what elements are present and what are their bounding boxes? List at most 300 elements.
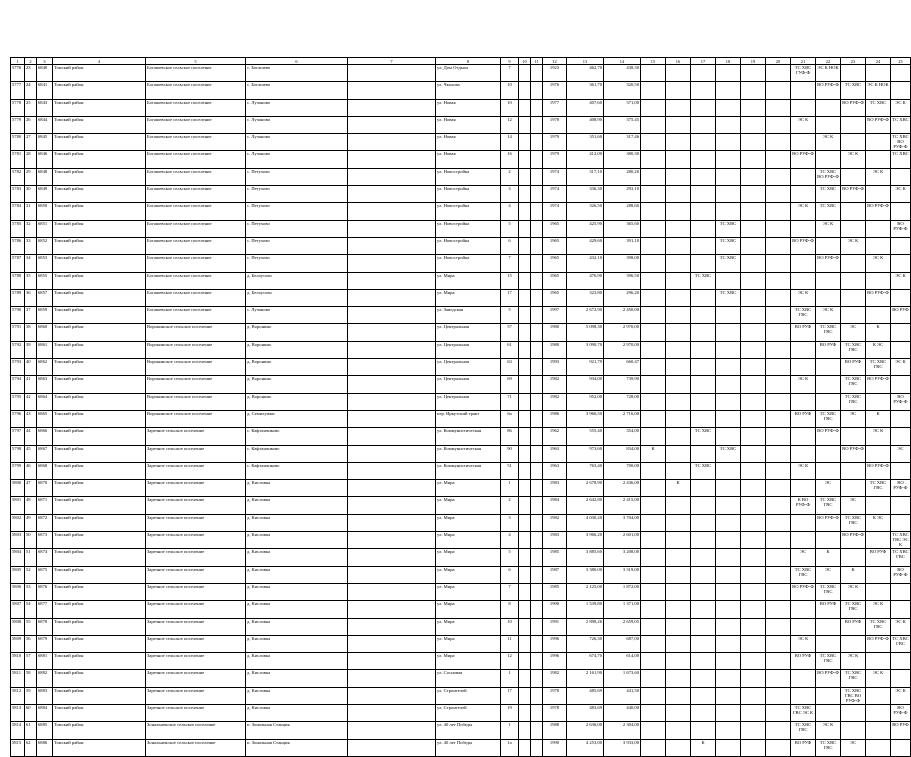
table-cell	[766, 393, 791, 410]
table-cell	[531, 186, 543, 203]
table-cell	[348, 480, 436, 497]
table-cell	[691, 635, 716, 652]
table-cell: 6	[501, 566, 519, 583]
table-cell	[716, 497, 741, 514]
table-cell: 1965	[543, 289, 567, 306]
table-cell: Томский район	[53, 566, 146, 583]
table-cell	[816, 687, 841, 704]
table-cell	[519, 722, 531, 739]
table-cell	[841, 289, 866, 306]
table-row	[11, 704, 911, 721]
table-cell: д. Белоусово	[246, 272, 348, 289]
table-cell: 6859	[37, 307, 53, 324]
table-cell	[841, 462, 866, 479]
table-cell	[348, 687, 436, 704]
table-cell: д. Кисловка	[246, 549, 348, 566]
table-cell: 1974	[543, 168, 567, 185]
table-cell	[791, 82, 816, 99]
table-cell: Томский район	[53, 462, 146, 479]
table-cell: 2 898,26	[567, 618, 604, 635]
table-cell	[531, 272, 543, 289]
table-cell: 6886	[37, 739, 53, 756]
table-cell	[866, 722, 891, 739]
table-cell: ул. Заводская	[436, 307, 501, 324]
table-cell: ВО РУФ-Ф	[891, 566, 911, 583]
table-row	[11, 376, 911, 393]
table-cell: ТС ХВС	[891, 151, 911, 168]
table-cell	[716, 186, 741, 203]
table-cell: ВО РУФ-Ф	[816, 670, 841, 687]
table-cell	[691, 341, 716, 358]
table-cell	[348, 722, 436, 739]
table-cell: 59	[25, 687, 37, 704]
table-row	[11, 237, 911, 254]
table-cell: 2 716,00	[604, 410, 641, 427]
column-number-cell: 12	[543, 58, 567, 65]
table-cell	[791, 532, 816, 549]
column-number-cell: 10	[519, 58, 531, 65]
table-cell: п. Зональная Станция	[246, 739, 348, 756]
table-cell	[641, 653, 666, 670]
table-cell: 6883	[37, 687, 53, 704]
table-cell	[741, 462, 766, 479]
table-cell	[666, 549, 691, 566]
table-cell: ТС ХВС	[891, 116, 911, 133]
table-cell	[766, 514, 791, 531]
table-cell	[741, 583, 766, 600]
table-cell: 2 970,00	[604, 324, 641, 341]
table-cell: Заречное сельское поселение	[146, 532, 246, 549]
table-cell	[891, 739, 911, 756]
table-cell: 700,00	[604, 462, 641, 479]
table-cell	[841, 134, 866, 151]
table-cell	[716, 376, 741, 393]
table-cell	[891, 203, 911, 220]
table-row	[11, 497, 911, 514]
table-row	[11, 739, 911, 756]
table-cell	[766, 618, 791, 635]
table-cell: 6872	[37, 514, 53, 531]
table-cell: 351,60	[567, 134, 604, 151]
table-cell	[519, 653, 531, 670]
table-cell	[816, 272, 841, 289]
table-cell: 1982	[543, 514, 567, 531]
column-number-cell: 15	[641, 58, 666, 65]
table-cell	[891, 237, 911, 254]
column-number-cell: 4	[53, 58, 146, 65]
table-cell: ЭС К	[891, 272, 911, 289]
table-cell	[641, 687, 666, 704]
table-cell	[766, 307, 791, 324]
table-cell: 6850	[37, 203, 53, 220]
table-cell	[891, 428, 911, 445]
table-cell	[766, 445, 791, 462]
table-cell	[766, 99, 791, 116]
table-cell	[348, 359, 436, 376]
table-cell: ЭС К	[816, 307, 841, 324]
table-cell: 61	[25, 722, 37, 739]
table-cell: Томский район	[53, 480, 146, 497]
table-cell	[666, 601, 691, 618]
table-cell	[348, 307, 436, 324]
table-cell	[766, 272, 791, 289]
table-cell	[891, 497, 911, 514]
table-cell: 5815	[11, 739, 25, 756]
table-cell	[691, 445, 716, 462]
table-cell	[519, 255, 531, 272]
table-cell	[348, 670, 436, 687]
table-cell: 5800	[11, 480, 25, 497]
table-cell: 6870	[37, 480, 53, 497]
table-cell: 5810	[11, 653, 25, 670]
table-cell: 1985	[543, 549, 567, 566]
table-cell: Томский район	[53, 116, 146, 133]
table-cell: 5798	[11, 445, 25, 462]
table-cell	[716, 549, 741, 566]
table-cell: 6846	[37, 151, 53, 168]
table-cell: ВО РУФ-Ф	[841, 99, 866, 116]
table-row	[11, 410, 911, 427]
table-cell	[348, 549, 436, 566]
table-cell: ЭС К	[866, 601, 891, 618]
table-cell: 1983	[543, 480, 567, 497]
column-number-cell: 16	[666, 58, 691, 65]
table-row	[11, 272, 911, 289]
table-cell	[841, 704, 866, 721]
column-number-cell: 23	[841, 58, 866, 65]
table-cell	[866, 583, 891, 600]
table-cell	[691, 393, 716, 410]
table-cell	[666, 428, 691, 445]
table-cell: 1997	[543, 307, 567, 324]
table-cell	[641, 255, 666, 272]
table-cell: 5806	[11, 583, 25, 600]
table-cell: 462,70	[567, 65, 604, 82]
table-cell: Томский район	[53, 82, 146, 99]
table-cell: 6860	[37, 324, 53, 341]
table-cell: 25	[25, 99, 37, 116]
table-cell	[866, 65, 891, 82]
table-cell	[741, 82, 766, 99]
table-cell: 55	[25, 618, 37, 635]
table-cell	[531, 722, 543, 739]
column-number-cell: 11	[531, 58, 543, 65]
table-cell	[716, 635, 741, 652]
table-cell: 5	[501, 220, 519, 237]
table-cell	[519, 359, 531, 376]
table-cell: ТС ХВС ГВС	[841, 601, 866, 618]
table-cell: 4	[501, 532, 519, 549]
register-table	[10, 57, 911, 757]
table-row	[11, 687, 911, 704]
table-cell: ЭС К	[841, 653, 866, 670]
table-row	[11, 601, 911, 618]
table-cell: ул. Строителей	[436, 687, 501, 704]
table-cell	[641, 497, 666, 514]
table-cell	[766, 82, 791, 99]
table-cell: 3 933,00	[604, 739, 641, 756]
table-cell	[841, 549, 866, 566]
table-cell: ЭС К	[866, 168, 891, 185]
table-cell	[741, 618, 766, 635]
table-cell	[666, 203, 691, 220]
table-cell	[766, 653, 791, 670]
table-cell: ЭС	[891, 445, 911, 462]
table-cell: 5788	[11, 272, 25, 289]
table-cell: 41	[25, 376, 37, 393]
table-cell	[766, 134, 791, 151]
table-cell	[348, 116, 436, 133]
table-cell	[531, 168, 543, 185]
table-cell	[716, 410, 741, 427]
table-cell: 1 673,60	[604, 670, 641, 687]
table-cell: ВО РУФ-Ф	[841, 532, 866, 549]
table-cell: Заречное сельское поселение	[146, 428, 246, 445]
table-cell: 6845	[37, 134, 53, 151]
table-cell: ул. Сосновая	[436, 670, 501, 687]
table-cell: Томский район	[53, 324, 146, 341]
table-cell	[891, 410, 911, 427]
table-cell: 5780	[11, 134, 25, 151]
column-number-cell: 5	[146, 58, 246, 65]
table-cell	[741, 220, 766, 237]
table-cell	[866, 532, 891, 549]
table-cell: ТС ХВС ГВС ВО РУФ-Ф	[841, 687, 866, 704]
table-cell	[791, 428, 816, 445]
table-cell	[348, 704, 436, 721]
table-cell: К	[866, 410, 891, 427]
table-cell: 5805	[11, 566, 25, 583]
table-cell	[741, 151, 766, 168]
table-cell	[691, 376, 716, 393]
table-cell	[531, 532, 543, 549]
table-cell	[531, 220, 543, 237]
table-cell	[348, 255, 436, 272]
table-cell: Томский район	[53, 393, 146, 410]
table-cell: ВО РУФ-Ф	[891, 220, 911, 237]
table-cell	[641, 704, 666, 721]
table-cell	[641, 601, 666, 618]
table-cell	[766, 220, 791, 237]
column-number-cell: 3	[37, 58, 53, 65]
table-cell	[766, 532, 791, 549]
table-cell	[741, 376, 766, 393]
table-cell	[741, 359, 766, 376]
table-cell	[866, 445, 891, 462]
table-cell: 2 436,00	[604, 480, 641, 497]
table-cell	[531, 618, 543, 635]
table-cell	[348, 618, 436, 635]
table-cell	[348, 445, 436, 462]
table-cell: 60	[25, 704, 37, 721]
table-cell	[741, 203, 766, 220]
table-cell	[766, 359, 791, 376]
table-cell	[531, 289, 543, 306]
table-cell: ТС ХВС	[716, 255, 741, 272]
table-cell: ВО РУФ-Ф	[841, 186, 866, 203]
table-cell: Богашевское сельское поселение	[146, 307, 246, 324]
table-cell: ВО РУФ-Ф	[866, 203, 891, 220]
table-cell: 739,90	[604, 376, 641, 393]
column-number-cell: 17	[691, 58, 716, 65]
table-row	[11, 549, 911, 566]
table-cell	[531, 99, 543, 116]
table-cell	[531, 82, 543, 99]
table-cell: Богашевское сельское поселение	[146, 186, 246, 203]
table-cell: 5809	[11, 635, 25, 652]
table-cell: ВО РУФ	[891, 307, 911, 324]
table-cell: К	[666, 480, 691, 497]
table-cell	[791, 186, 816, 203]
table-cell	[641, 359, 666, 376]
table-cell	[531, 583, 543, 600]
table-cell	[666, 410, 691, 427]
table-cell: 1974	[543, 203, 567, 220]
table-cell	[348, 272, 436, 289]
table-cell: 38	[25, 324, 37, 341]
table-row	[11, 151, 911, 168]
column-number-cell: 14	[604, 58, 641, 65]
table-cell: 26	[25, 116, 37, 133]
table-cell	[348, 82, 436, 99]
table-cell: 62	[25, 739, 37, 756]
table-cell: 6852	[37, 237, 53, 254]
table-cell: 5784	[11, 203, 25, 220]
table-cell	[348, 653, 436, 670]
table-cell	[531, 393, 543, 410]
table-cell: Заречное сельское поселение	[146, 653, 246, 670]
table-cell: д. Воронино	[246, 393, 348, 410]
table-cell	[519, 393, 531, 410]
table-cell: 6879	[37, 635, 53, 652]
table-cell: 432,10	[567, 255, 604, 272]
table-cell: 6884	[37, 704, 53, 721]
table-cell: 4 030,20	[567, 514, 604, 531]
table-cell: ЭС К	[816, 134, 841, 151]
table-cell	[766, 687, 791, 704]
table-cell: 5786	[11, 237, 25, 254]
table-cell: 5787	[11, 255, 25, 272]
table-cell	[716, 618, 741, 635]
table-cell: с. Богашево	[246, 82, 348, 99]
column-number-cell: 7	[348, 58, 436, 65]
table-cell: 1990	[543, 739, 567, 756]
table-cell: 1978	[543, 687, 567, 704]
table-cell	[666, 272, 691, 289]
table-cell	[866, 151, 891, 168]
table-cell	[816, 99, 841, 116]
table-cell	[641, 134, 666, 151]
table-cell: Томский район	[53, 272, 146, 289]
table-cell: К	[866, 324, 891, 341]
table-row	[11, 168, 911, 185]
table-cell	[766, 151, 791, 168]
table-cell	[641, 186, 666, 203]
table-row	[11, 359, 911, 376]
table-cell	[519, 151, 531, 168]
table-cell: Заречное сельское поселение	[146, 549, 246, 566]
table-cell	[641, 532, 666, 549]
table-cell	[716, 272, 741, 289]
table-cell: Томский район	[53, 220, 146, 237]
table-cell: 1963	[543, 445, 567, 462]
table-cell	[866, 307, 891, 324]
table-cell	[348, 739, 436, 756]
table-cell: 6878	[37, 618, 53, 635]
table-cell: ул. Коммунистическая	[436, 428, 501, 445]
table-cell: 39	[25, 341, 37, 358]
table-cell	[519, 272, 531, 289]
table-cell	[891, 324, 911, 341]
table-cell: ул. Мира	[436, 497, 501, 514]
table-cell: 3 319,00	[604, 566, 641, 583]
table-cell	[666, 99, 691, 116]
table-cell: ТС ХВС ГВС	[891, 635, 911, 652]
table-cell: 973,60	[567, 445, 604, 462]
table-cell	[641, 739, 666, 756]
table-cell: 5793	[11, 359, 25, 376]
column-number-cell: 1	[11, 58, 25, 65]
table-cell: 6857	[37, 289, 53, 306]
table-cell	[519, 462, 531, 479]
table-row	[11, 65, 911, 82]
table-cell: К	[691, 739, 716, 756]
table-cell	[531, 359, 543, 376]
table-cell	[666, 82, 691, 99]
table-cell	[866, 393, 891, 410]
table-cell: ЭС К	[841, 237, 866, 254]
table-cell	[841, 255, 866, 272]
table-cell	[641, 220, 666, 237]
table-cell: ТС ХВС ГВС	[841, 393, 866, 410]
table-cell: с. Лучаново	[246, 307, 348, 324]
table-cell: 3 966,20	[567, 532, 604, 549]
table-cell	[741, 116, 766, 133]
table-cell: ул. Мира	[436, 566, 501, 583]
table-cell	[891, 462, 911, 479]
table-cell: Богашевское сельское поселение	[146, 237, 246, 254]
table-cell	[791, 220, 816, 237]
table-cell	[641, 722, 666, 739]
table-cell: 1а	[501, 739, 519, 756]
table-cell	[766, 186, 791, 203]
table-cell: ул. Центральная	[436, 359, 501, 376]
table-cell: 52	[25, 566, 37, 583]
table-cell	[691, 687, 716, 704]
table-cell: 438,30	[604, 65, 641, 82]
table-cell	[791, 601, 816, 618]
table-row	[11, 255, 911, 272]
table-cell: 10	[501, 99, 519, 116]
table-cell: с. Богашево	[246, 65, 348, 82]
table-cell	[816, 289, 841, 306]
table-cell: ул. Мира	[436, 480, 501, 497]
table-cell: ТС ХВС ГВС	[841, 341, 866, 358]
table-cell: Воронинское сельское поселение	[146, 410, 246, 427]
table-cell: ЭС К	[816, 722, 841, 739]
table-cell	[348, 134, 436, 151]
table-cell	[691, 549, 716, 566]
table-cell: 1980	[543, 341, 567, 358]
table-cell	[716, 307, 741, 324]
table-cell: 6а	[501, 410, 519, 427]
table-cell	[766, 324, 791, 341]
table-cell	[531, 566, 543, 583]
table-cell: 5812	[11, 687, 25, 704]
table-cell: Томский район	[53, 341, 146, 358]
table-cell: Богашевское сельское поселение	[146, 168, 246, 185]
table-cell: Воронинское сельское поселение	[146, 376, 246, 393]
